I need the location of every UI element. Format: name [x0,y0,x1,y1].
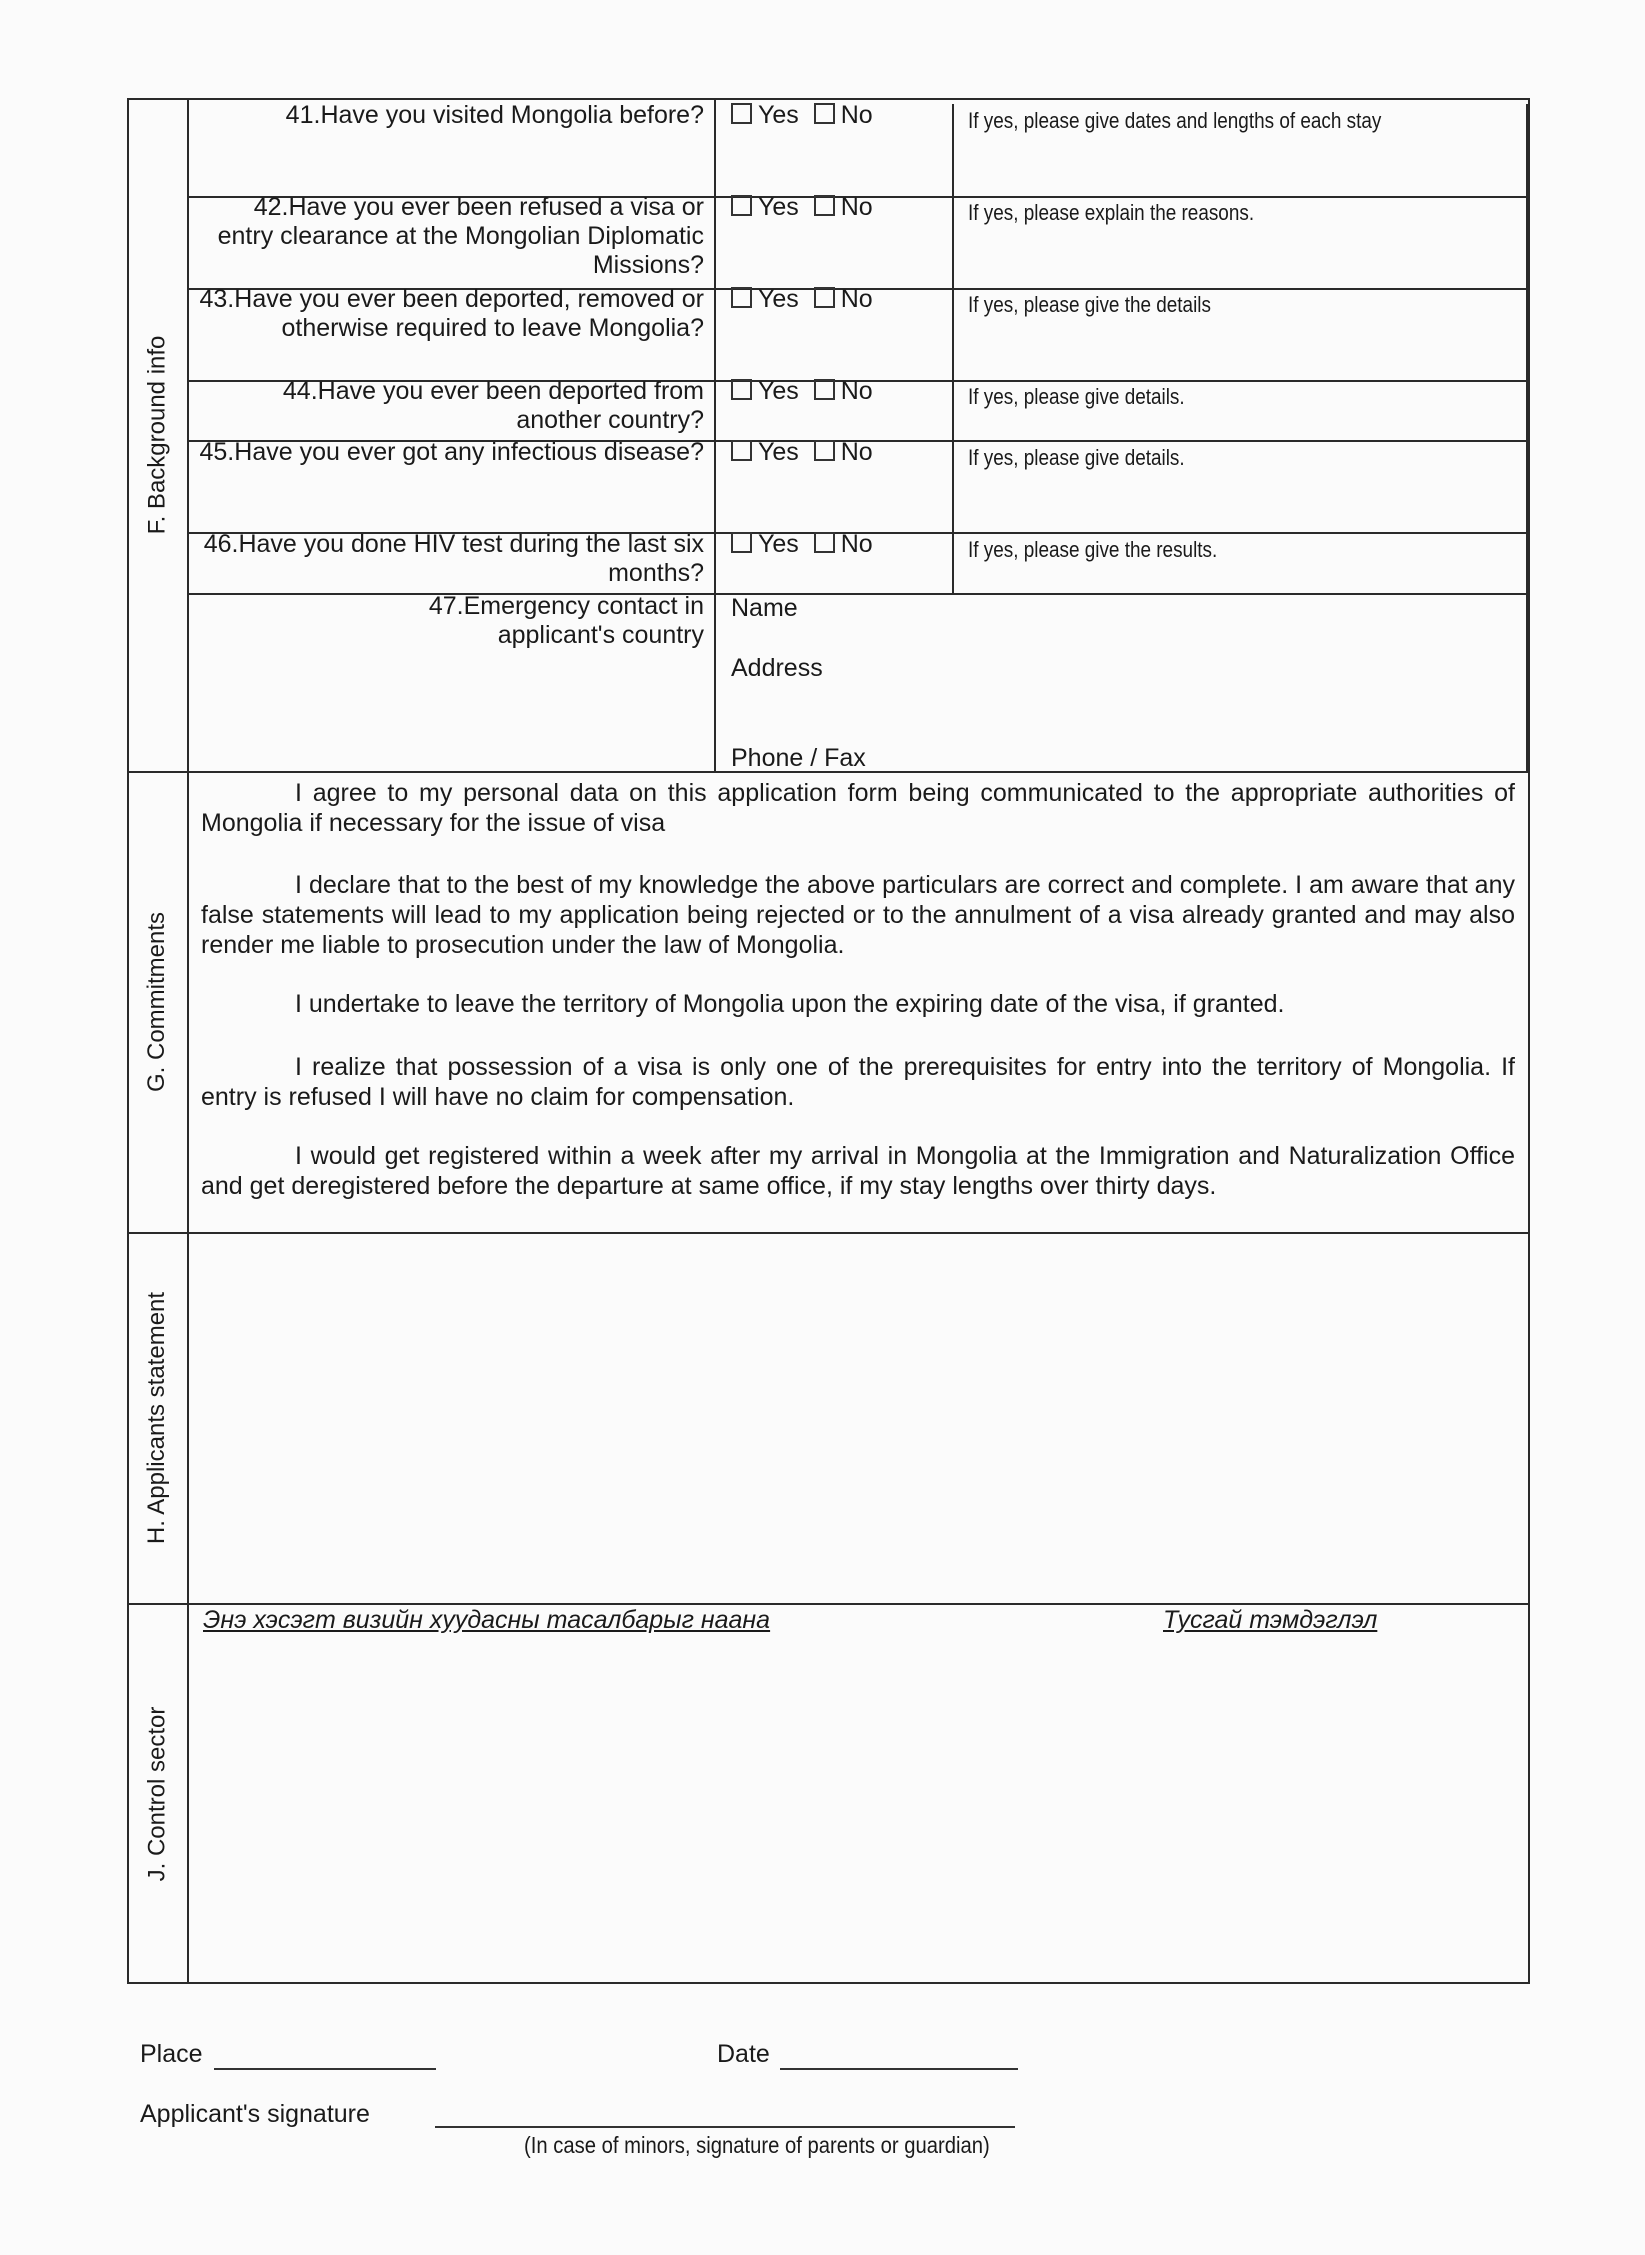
answer-42: Yes No [731,193,873,222]
no-checkbox[interactable] [814,103,835,124]
question-44: 44.Have you ever been deported from another country? [282,377,704,434]
question-47: 47.Emergency contact in applicant's country [428,592,704,649]
commitment-4: I realize that possession of a visa is only one of the prerequisites for entry into the territory of Mongolia. If entry is refused I will have no claim for compensation. [201,1053,1515,1111]
emergency-phone-label: Phone / Fax [731,744,866,772]
emergency-address-label: Address [731,654,823,682]
row-divider-46 [187,593,1528,595]
table-right-border [1526,104,1528,771]
commitment-2: I declare that to the best of my knowledge the above particulars are correct and complete. I am aware that any false statements will lead to my application being rejected or to the annulment of a visa already granted and may also render me liable to prosecution under the law of Mongolia. [201,871,1515,959]
no-checkbox[interactable] [814,532,835,553]
signature-field[interactable] [435,2126,1015,2128]
place-field[interactable] [214,2068,436,2070]
question-46: 46.Have you done HIV test during the last six months? [203,530,704,587]
minors-note: (In case of minors, signature of parents or guardian) [524,2132,990,2158]
section-label-control: J. Control sector [143,1706,171,1881]
answer-46: Yes No [731,530,873,559]
question-42: 42.Have you ever been refused a visa or entry clearance at the Mongolian Diplomatic Missions? [217,193,704,279]
date-field[interactable] [780,2068,1018,2070]
commitment-3: I undertake to leave the territory of Mongolia upon the expiring date of the visa, if granted. [295,990,1285,1018]
answer-44: Yes No [731,377,873,406]
no-checkbox[interactable] [814,440,835,461]
question-43: 43.Have you ever been deported, removed or otherwise required to leave Mongolia? [199,285,704,342]
signature-label: Applicant's signature [140,2100,370,2128]
divider-g-h [127,1232,1530,1234]
no-checkbox[interactable] [814,379,835,400]
section-label-background: F. Background info [143,335,171,534]
control-stamp-area-label: Энэ хэсэгт визийн хуудасны тасалбарыг наана [203,1606,771,1634]
yes-checkbox[interactable] [731,195,752,216]
yes-checkbox[interactable] [731,287,752,308]
section-label-statement: H. Applicants statement [143,1291,171,1544]
question-column-divider [714,98,716,771]
answer-41: Yes No [731,101,873,130]
yes-checkbox[interactable] [731,440,752,461]
note-46: If yes, please give the results. [968,537,1218,562]
note-column-divider [952,104,954,594]
note-41: If yes, please give dates and lengths of each stay [968,108,1382,133]
place-label: Place [140,2040,203,2068]
control-special-notes-label: Тусгай тэмдэглэл [1163,1606,1378,1634]
yes-checkbox[interactable] [731,532,752,553]
answer-45: Yes No [731,438,873,467]
section-label-commitments: G. Commitments [143,911,170,1092]
yes-checkbox[interactable] [731,103,752,124]
note-42: If yes, please explain the reasons. [968,200,1255,225]
emergency-name-label: Name [731,594,798,622]
question-41: 41.Have you visited Mongolia before? [285,101,704,129]
no-checkbox[interactable] [814,287,835,308]
commitment-5: I would get registered within a week after my arrival in Mongolia at the Immigration and Naturalization Office and get deregistered before the departure at same office, if my stay lengths over thirty days. [201,1142,1515,1200]
answer-43: Yes No [731,285,873,314]
commitment-1: I agree to my personal data on this application form being communicated to the appropriate authorities of Mongolia if necessary for the issue of visa [201,779,1515,837]
question-45: 45.Have you ever got any infectious disease? [199,438,704,466]
no-checkbox[interactable] [814,195,835,216]
note-44: If yes, please give details. [968,384,1185,409]
note-43: If yes, please give the details [968,292,1211,317]
note-45: If yes, please give details. [968,445,1185,470]
date-label: Date [717,2040,770,2068]
yes-checkbox[interactable] [731,379,752,400]
divider-h-j [127,1603,1530,1605]
